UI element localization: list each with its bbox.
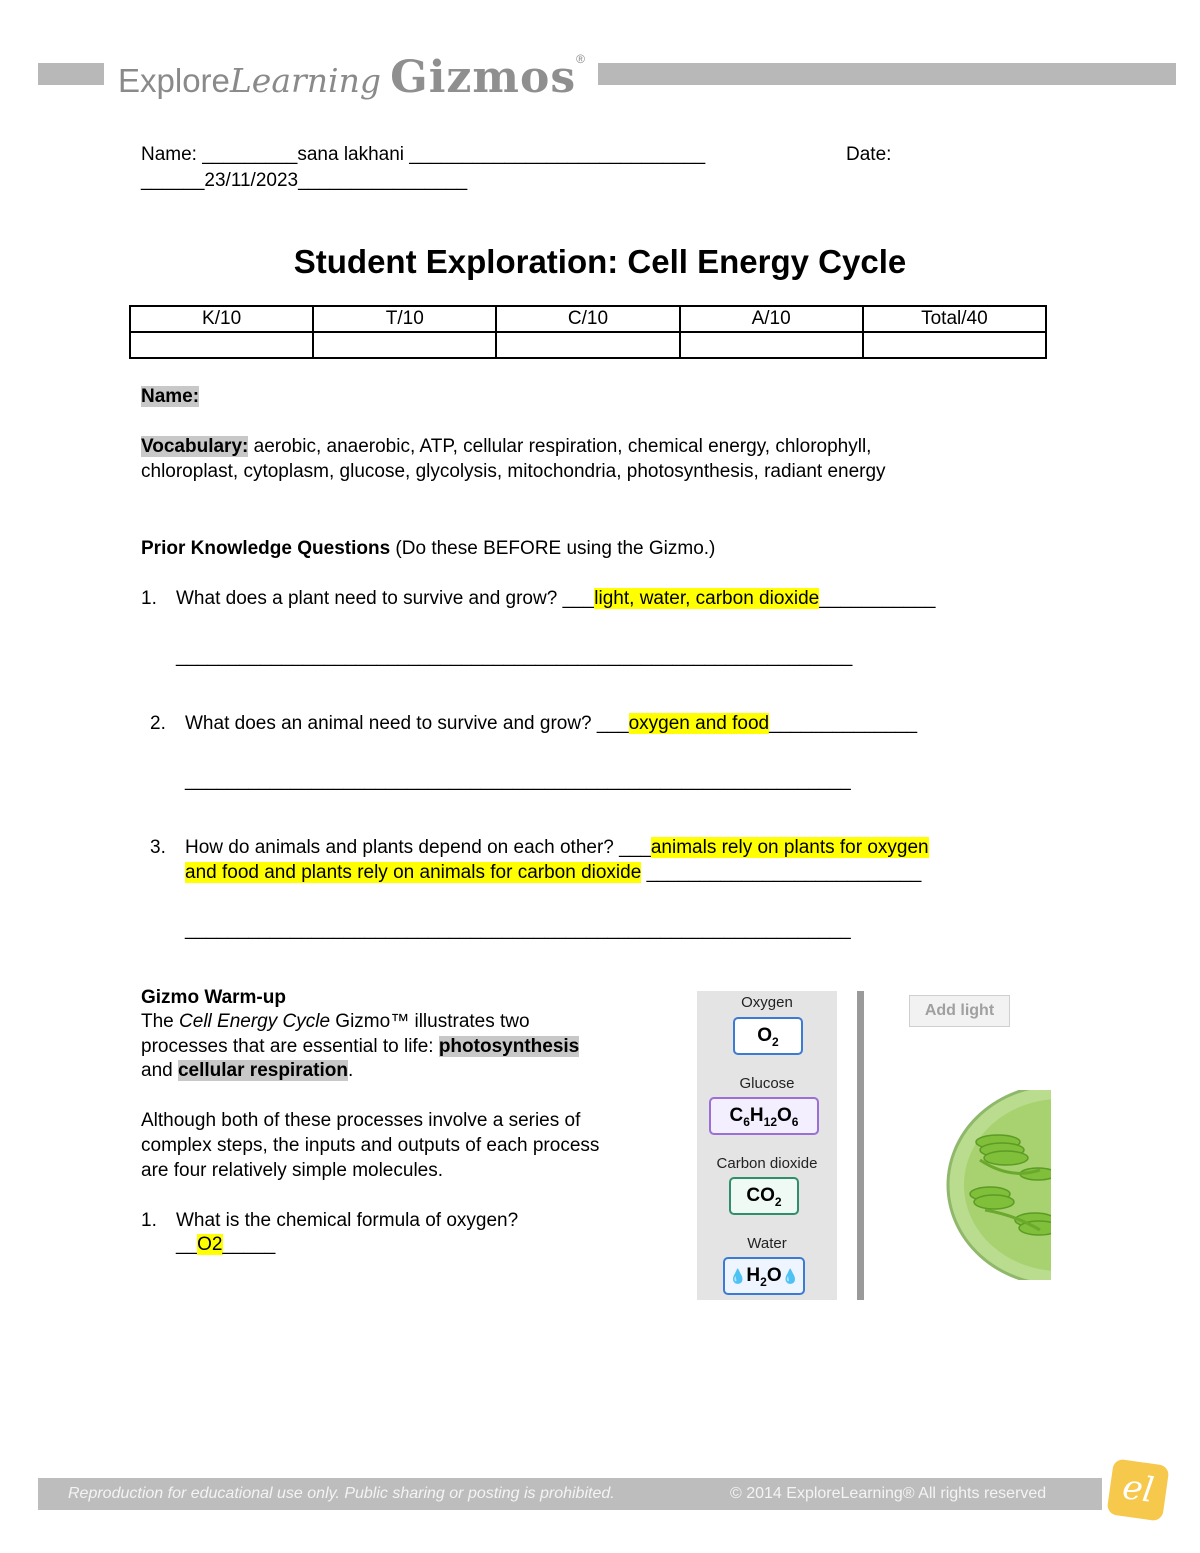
score-header-c: C/10 xyxy=(496,306,679,332)
score-header-a: A/10 xyxy=(680,306,863,332)
molecule-panel xyxy=(697,991,837,1300)
warmup-p1-line-1: The Cell Energy Cycle Gizmo™ illustrates two xyxy=(141,1011,530,1032)
water-drop-icon: 💧 xyxy=(728,1268,747,1284)
date-label: Date: xyxy=(846,144,892,165)
header-bar-left xyxy=(38,63,104,85)
score-cell-c[interactable] xyxy=(496,332,679,358)
answer-3-line-3[interactable]: _______________________________________________________________ xyxy=(185,919,851,940)
chloroplast-image xyxy=(940,1090,1051,1280)
question-2: 2. xyxy=(150,713,166,734)
glucose-label: Glucose xyxy=(739,1075,795,1092)
oxygen-molecule-button[interactable]: $O_2$ xyxy=(733,1017,803,1055)
footer-copyright: © 2014 ExploreLearning® All rights reserved xyxy=(730,1485,1047,1502)
warmup-p2-line-3: are four relatively simple molecules. xyxy=(141,1160,444,1181)
water-molecule-button[interactable]: $💧H_2O💧$ xyxy=(723,1257,805,1295)
question-3: 3. xyxy=(150,837,166,858)
warmup-p1-line-2: processes that are essential to life: photosynthesis xyxy=(141,1036,580,1057)
date-line: ______23/11/2023________________ xyxy=(141,170,468,191)
answer-2-line-2[interactable]: _______________________________________________________________ xyxy=(185,770,851,791)
answer-2[interactable]: oxygen and food xyxy=(628,713,770,734)
score-header-t: T/10 xyxy=(313,306,496,332)
glucose-molecule-button[interactable]: $C_6H_{12}O_6$ xyxy=(709,1097,819,1135)
answer-1-line-2[interactable]: ________________________________________________________________ xyxy=(176,646,853,667)
carbon-dioxide-label: Carbon dioxide xyxy=(716,1155,818,1172)
vocabulary-label: Vocabulary: xyxy=(141,436,249,457)
brand-logo: ExploreLearning Gizmos® xyxy=(118,52,585,103)
prior-knowledge-heading: Prior Knowledge Questions (Do these BEFORE using the Gizmo.) xyxy=(141,538,716,559)
question-2-text: What does an animal need to survive and grow? ___oxygen and food______________ xyxy=(185,713,918,734)
question-1: 1. xyxy=(141,588,157,609)
score-header-total: Total/40 xyxy=(863,306,1046,332)
panel-divider xyxy=(857,991,864,1300)
vocabulary-line-1: Vocabulary: aerobic, anaerobic, ATP, cellular respiration, chemical energy, chlorophyll, xyxy=(141,436,872,457)
vocabulary-line-2: chloroplast, cytoplasm, glucose, glycolysis, mitochondria, photosynthesis, radiant energy xyxy=(141,461,886,482)
answer-1[interactable]: light, water, carbon dioxide xyxy=(594,588,820,609)
name-label: Name: xyxy=(141,386,200,407)
oxygen-label: Oxygen xyxy=(741,994,793,1011)
warmup-p1-line-3: and cellular respiration. xyxy=(141,1060,354,1081)
explorelearning-logo: el xyxy=(1106,1458,1169,1521)
warmup-p2-line-1: Although both of these processes involve a series of xyxy=(141,1110,581,1131)
warmup-heading: Gizmo Warm-up xyxy=(141,987,286,1008)
warmup-answer-1[interactable]: O2 xyxy=(197,1234,223,1255)
water-label: Water xyxy=(747,1235,787,1252)
water-drop-icon: 💧 xyxy=(781,1268,800,1284)
question-1-text: What does a plant need to survive and grow? ___light, water, carbon dioxide___________ xyxy=(176,588,936,609)
footer-disclaimer: Reproduction for educational use only. Public sharing or posting is prohibited. xyxy=(68,1485,615,1502)
score-cell-k[interactable] xyxy=(130,332,313,358)
page-title: Student Exploration: Cell Energy Cycle xyxy=(293,243,907,280)
name-line: Name: _________sana lakhani ____________________________ xyxy=(141,144,706,165)
score-cell-t[interactable] xyxy=(313,332,496,358)
score-header-k: K/10 xyxy=(130,306,313,332)
answer-3-part-1[interactable]: animals rely on plants for oxygen xyxy=(650,837,929,858)
carbon-dioxide-molecule-button[interactable]: $CO_2$ xyxy=(729,1177,799,1215)
question-3-text: How do animals and plants depend on each other? ___animals rely on plants for oxygen xyxy=(185,837,929,858)
header-bar-right xyxy=(598,63,1176,85)
question-3-line-2: and food and plants rely on animals for carbon dioxide __________________________ xyxy=(185,862,922,883)
warmup-p2-line-2: complex steps, the inputs and outputs of each process xyxy=(141,1135,600,1156)
warmup-answer-1-line: __O2_____ xyxy=(176,1234,276,1255)
score-cell-a[interactable] xyxy=(680,332,863,358)
warmup-question-1-num: 1. xyxy=(141,1210,157,1231)
score-table xyxy=(129,305,1047,359)
score-cell-total[interactable] xyxy=(863,332,1046,358)
warmup-question-1: What is the chemical formula of oxygen? xyxy=(176,1210,519,1231)
answer-3-part-2[interactable]: and food and plants rely on animals for carbon dioxide xyxy=(185,862,642,883)
add-light-button[interactable]: Add light xyxy=(909,995,1010,1027)
